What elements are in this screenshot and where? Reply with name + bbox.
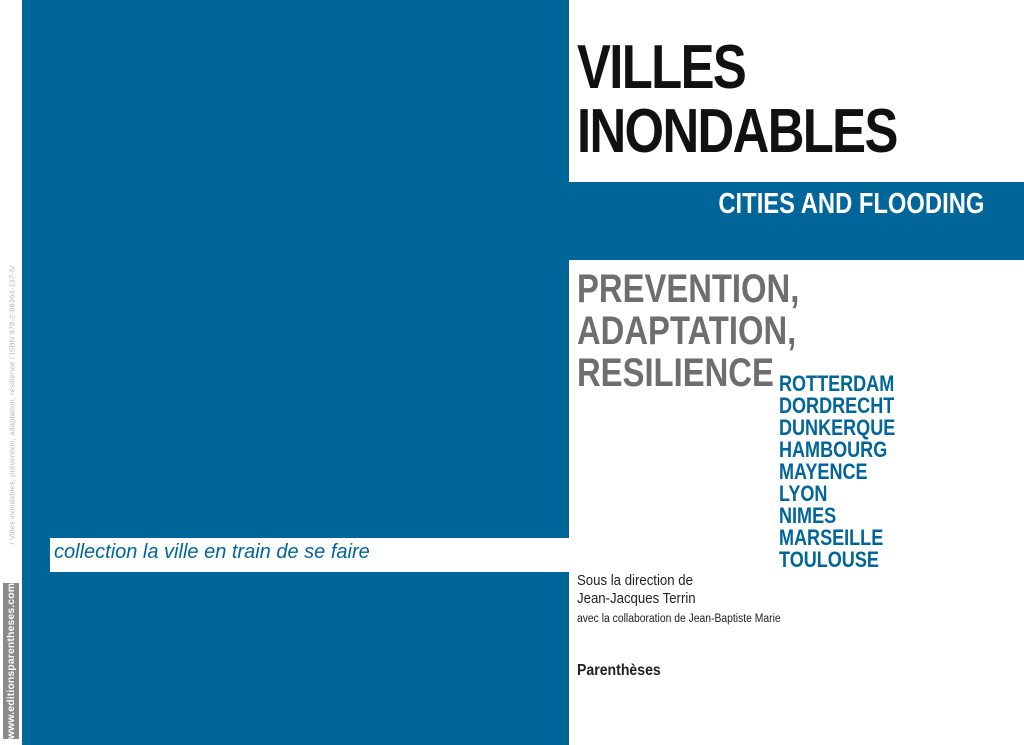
city-item: LYON	[779, 481, 828, 506]
book-title	[577, 33, 897, 166]
city-item: DORDRECHT	[779, 393, 895, 418]
editor-name: Jean-Jacques Terrin	[577, 590, 696, 607]
theme-item: PREVENTION,	[577, 267, 800, 311]
city-item: MAYENCE	[779, 459, 868, 484]
collaboration-credit: avec la collaboration de Jean-Baptiste Marie	[577, 613, 781, 625]
theme-item: ADAPTATION,	[577, 309, 797, 353]
editorial-direction	[577, 572, 696, 608]
english-subtitle: CITIES AND FLOODING	[718, 188, 984, 220]
publisher-name: Parenthèses	[577, 662, 661, 679]
title-line-1: VILLES	[577, 33, 746, 102]
city-item: HAMBOURG	[779, 437, 888, 462]
city-item: TOULOUSE	[779, 547, 879, 572]
back-cover	[22, 0, 569, 745]
themes	[577, 268, 799, 394]
title-line-2: INONDABLES	[577, 97, 897, 166]
direction-label: Sous la direction de	[577, 572, 693, 589]
collection-name: collection la ville en train de se faire	[54, 541, 370, 563]
city-item: DUNKERQUE	[779, 415, 896, 440]
city-item: NIMES	[779, 503, 837, 528]
spine-isbn: ISBN 978-2-86364-237-5/	[7, 265, 17, 355]
spine-title: / Villes inondables, prévention, adaptation, résilience /	[7, 356, 17, 545]
spine	[0, 0, 22, 745]
city-item: ROTTERDAM	[779, 371, 895, 396]
city-list	[779, 373, 895, 571]
theme-item: RESILIENCE	[577, 351, 774, 395]
city-item: MARSEILLE	[779, 525, 884, 550]
spine-text	[8, 265, 17, 544]
spine-url: www.editionsparentheses.com	[5, 582, 17, 740]
